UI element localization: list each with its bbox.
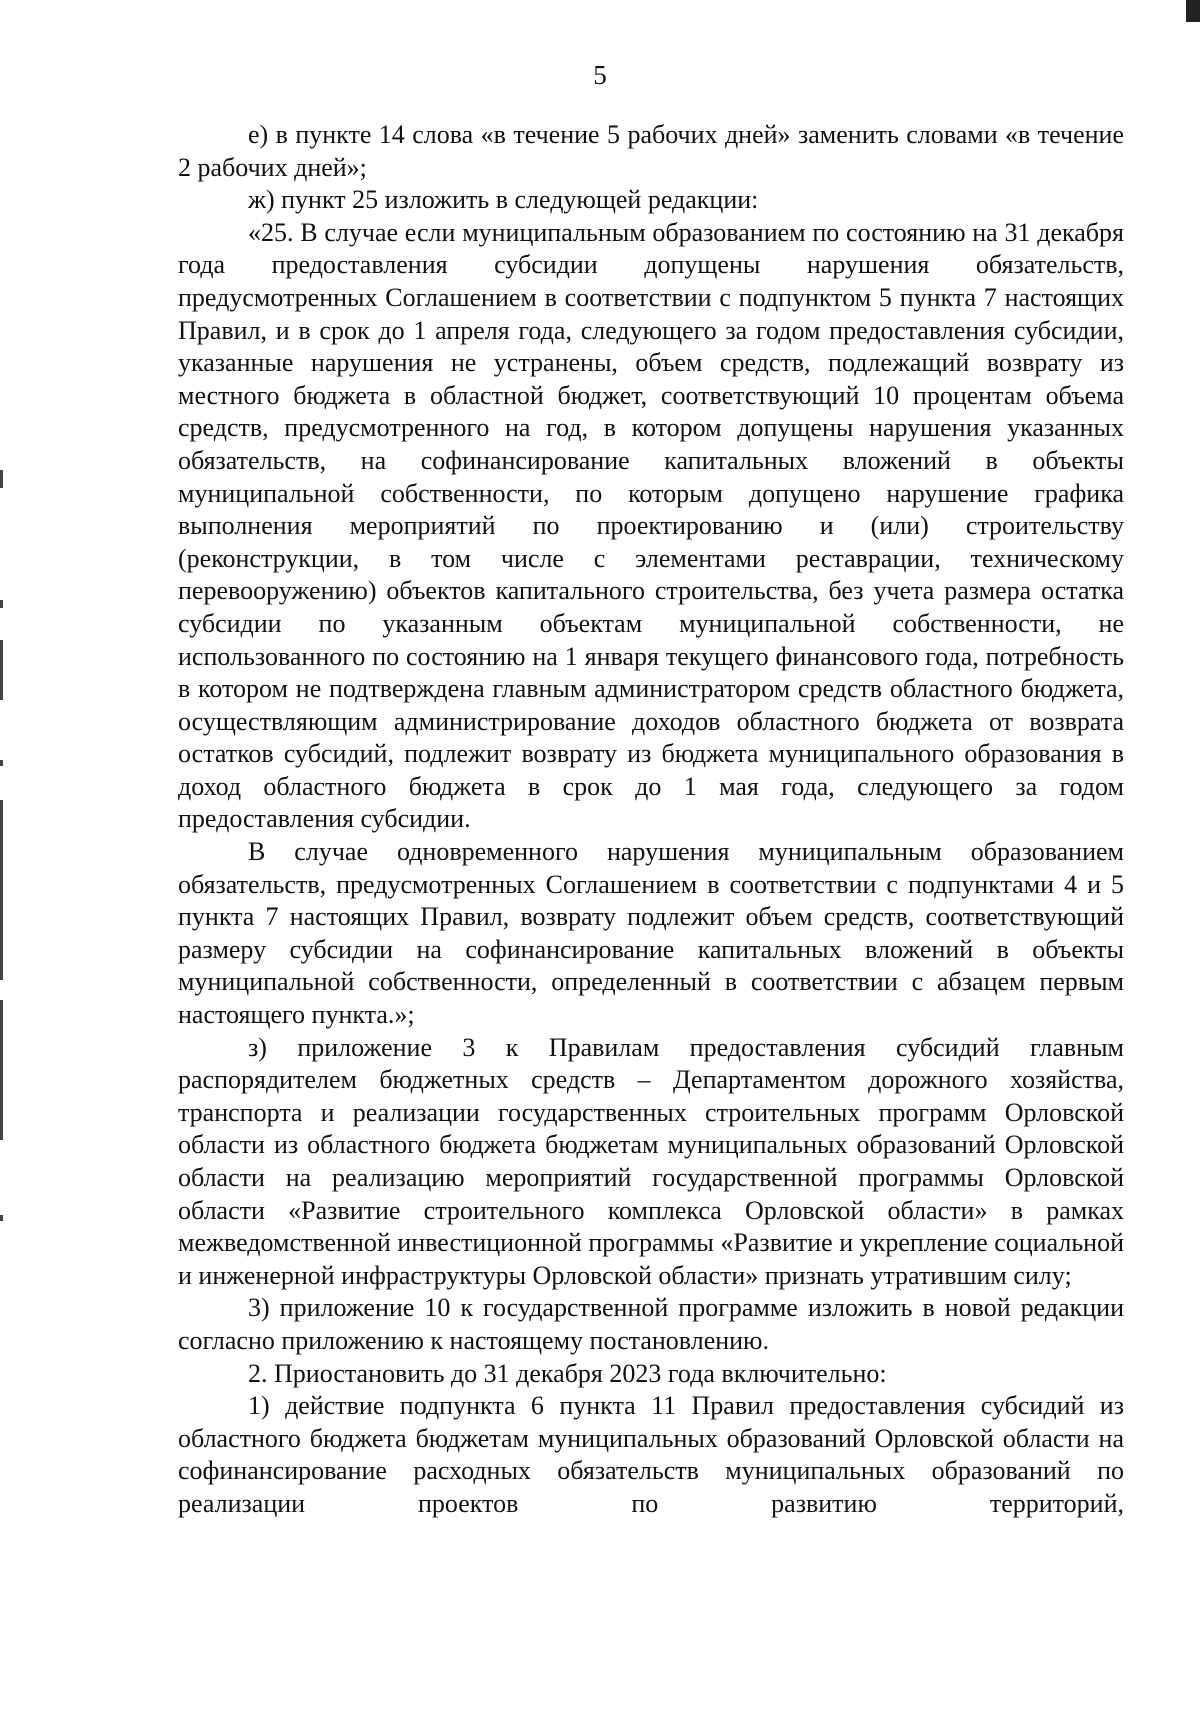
document-body [178,119,1124,1521]
paragraph: ж) пункт 25 изложить в следующей редакции: [248,185,759,215]
page-number: 5 [593,60,607,90]
paragraph: 1) действие подпункта 6 пункта 11 Правил предоставления субсидий из областного бюджета бюджетам муниципальных образований Орловской области на софинансирование расходных обязательств муниципальных образований по реализации проектов по развитию территорий, [178,1391,1124,1518]
scan-margin-mark [0,1000,3,1140]
scan-margin-mark [0,800,3,980]
paragraph: «25. В случае если муниципальным образованием по состоянию на 31 декабря года предоставления субсидии допущены нарушения обязательств, предусмотренных Соглашением в соответствии с подпунктом 5 пункта 7 настоящих Правил, и в срок до 1 апреля года, следующего за годом предоставления субсидии, указанные нарушения не устранены, объем средств, подлежащий возврату из местного бюджета в областной бюджет, соответствующий 10 процентам объема средств, предусмотренного на год, в котором допущены нарушения указанных обязательств, на софинансирование капитальных вложений в объекты муниципальной собственности, по которым допущено нарушение графика выполнения мероприятий по проектированию и (или) строительству (реконструкции, в том числе с элементами реставрации, техническому перевооружению) объектов капитального строительства, без учета размера остатка субсидии по указанным объектам муниципальной собственности, не использованного по состоянию на 1 января текущего финансового года, потребность в котором не подтверждена главным администратором средств областного бюджета, осуществляющим администрирование доходов областного бюджета от возврата остатков субсидий, подлежит возврату из бюджета муниципального образования в доход областного бюджета в срок до 1 мая года, следующего за годом предоставления субсидии. [178,217,1124,834]
paragraph: е) в пункте 14 слова «в течение 5 рабочих дней» заменить словами «в течение 2 рабочих дней»; [178,120,1124,182]
scan-margin-mark [0,1215,3,1221]
scan-corner-mark [1186,0,1200,22]
scan-margin-mark [0,600,3,608]
paragraph: 3) приложение 10 к государственной программе изложить в новой редакции согласно приложению к настоящему постановлению. [178,1293,1124,1355]
scan-margin-mark [0,760,3,766]
paragraph: В случае одновременного нарушения муниципальным образованием обязательств, предусмотренных Соглашением в соответствии с подпунктами 4 и 5 пункта 7 настоящих Правил, возврату подлежит объем средств, соответствующий размеру субсидии на софинансирование капитальных вложений в объекты муниципальной собственности, определенный в соответствии с абзацем первым настоящего пункта.»; [178,837,1124,1030]
scan-margin-mark [0,470,3,488]
paragraph: з) приложение 3 к Правилам предоставления субсидий главным распорядителем бюджетных средств – Департаментом дорожного хозяйства, транспорта и реализации государственных строительных программ Орловской области из областного бюджета бюджетам муниципальных образований Орловской области на реализацию мероприятий государственной программы Орловской области «Развитие строительного комплекса Орловской области» в рамках межведомственной инвестиционной программы «Развитие и укрепление социальной и инженерной инфраструктуры Орловской области» признать утратившим силу; [178,1032,1124,1290]
scan-margin-mark [0,640,3,700]
paragraph: 2. Приостановить до 31 декабря 2023 года включительно: [248,1358,887,1388]
